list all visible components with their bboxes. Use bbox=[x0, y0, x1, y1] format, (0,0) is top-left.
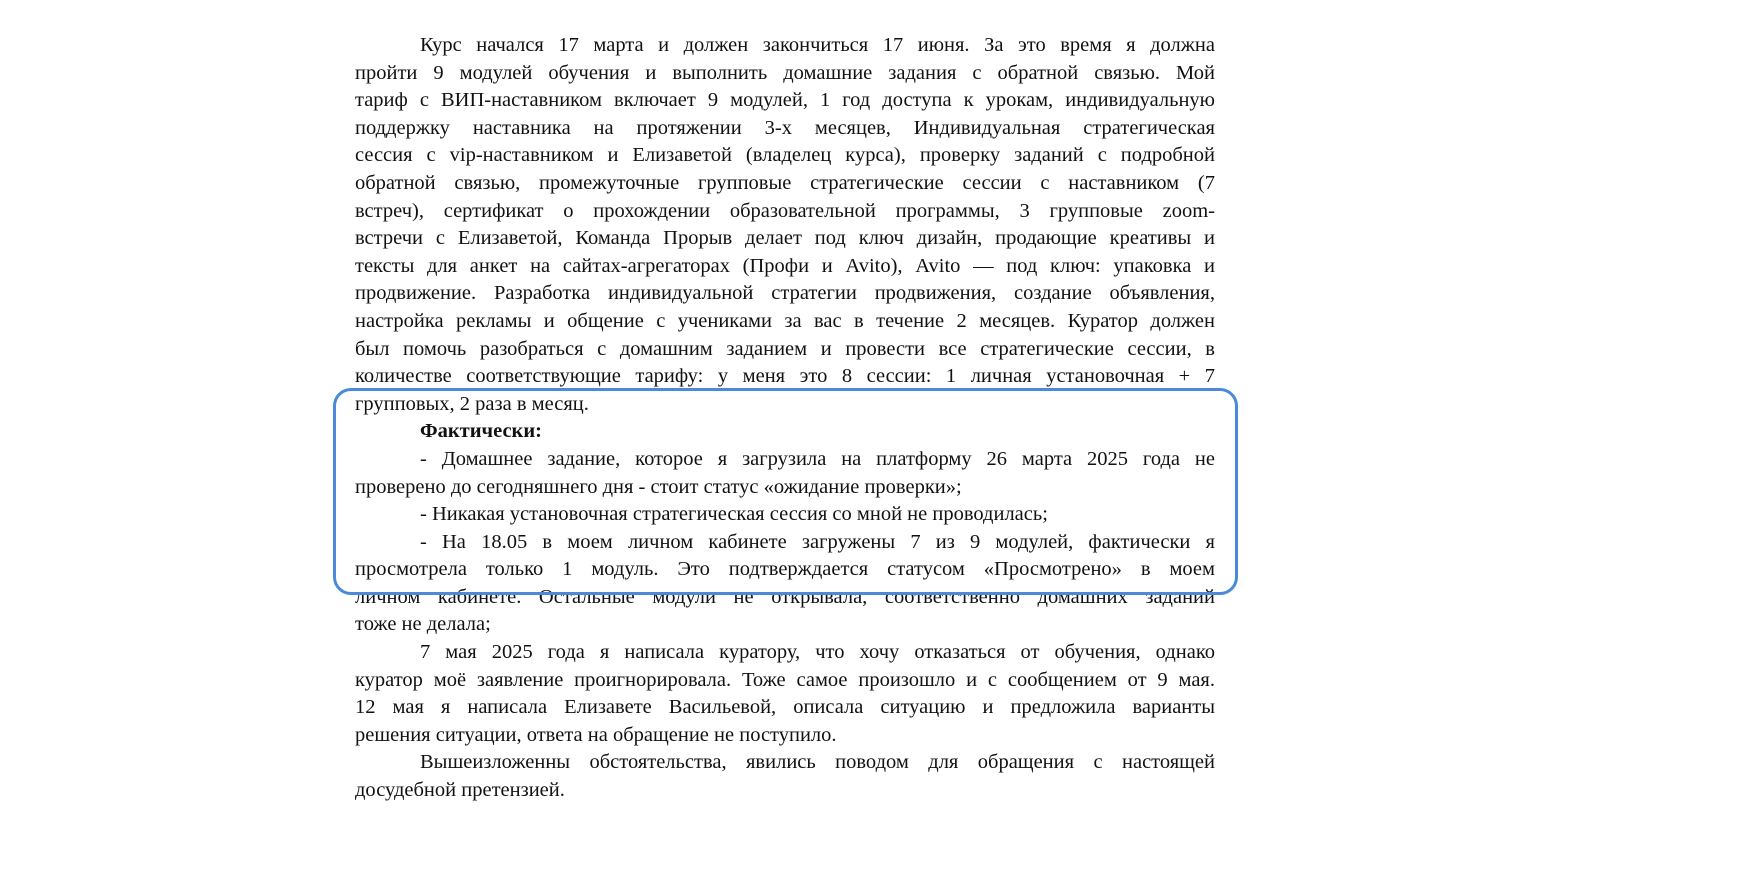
paragraph bbox=[355, 446, 1215, 501]
text-line: 7 мая 2025 года я написала куратору, что хочу отказаться от обучения, однако bbox=[420, 641, 1215, 664]
text-line: досудебной претензией. bbox=[355, 779, 565, 802]
paragraph bbox=[355, 639, 1215, 749]
text-line: тариф с ВИП-наставником включает 9 модулей, 1 год доступа к урокам, индивидуальную bbox=[355, 89, 1215, 112]
text-line: личном кабинете. Остальные модули не открывала, соответственно домашних заданий bbox=[355, 585, 1215, 608]
text-line: поддержку наставника на протяжении 3-х месяцев, Индивидуальная стратегическая bbox=[355, 116, 1215, 139]
text-line: куратор моё заявление проигнорировала. Тоже самое произошло и с сообщением от 9 мая. bbox=[355, 668, 1215, 691]
text-line: был помочь разобраться с домашним заданием и провести все стратегические сессии, в bbox=[355, 337, 1215, 360]
text-line: тексты для анкет на сайтах-агрегаторах (Профи и Avito), Avito — под ключ: упаковка и bbox=[355, 254, 1215, 277]
text-line: настройка рекламы и общение с учениками за вас в течение 2 месяцев. Куратор должен bbox=[355, 309, 1215, 332]
text-line: проверено до сегодняшнего дня - стоит статус «ожидание проверки»; bbox=[355, 475, 962, 498]
paragraph bbox=[355, 32, 1215, 418]
text-line: обратной связью, промежуточные групповые стратегические сессии с наставником (7 bbox=[355, 171, 1215, 194]
paragraph bbox=[355, 749, 1215, 804]
section-heading bbox=[355, 418, 1215, 446]
text-line: просмотрела только 1 модуль. Это подтверждается статусом «Просмотрено» в моем bbox=[355, 558, 1215, 581]
text-line: тоже не делала; bbox=[355, 613, 491, 636]
text-line: Курс начался 17 марта и должен закончиться 17 июня. За это время я должна bbox=[420, 34, 1215, 56]
paragraph bbox=[355, 529, 1215, 639]
text-line: групповых, 2 раза в месяц. bbox=[355, 392, 589, 415]
document-body bbox=[355, 32, 1215, 805]
text-line: решения ситуации, ответа на обращение не поступило. bbox=[355, 723, 837, 746]
text-line: Вышеизложенны обстоятельства, явились поводом для обращения с настоящей bbox=[420, 751, 1215, 774]
text-line: 12 мая я написала Елизавете Васильевой, описала ситуацию и предложила варианты bbox=[355, 696, 1215, 719]
text-line: - Домашнее задание, которое я загрузила на платформу 26 марта 2025 года не bbox=[420, 447, 1215, 470]
text-line: - На 18.05 в моем личном кабинете загружены 7 из 9 модулей, фактически я bbox=[420, 530, 1215, 553]
text-line: продвижение. Разработка индивидуальной стратегии продвижения, создание объявления, bbox=[355, 282, 1215, 305]
paragraph bbox=[355, 501, 1215, 529]
text-line: встречи с Елизаветой, Команда Прорыв делает под ключ дизайн, продающие креативы и bbox=[355, 227, 1215, 250]
text-line: пройти 9 модулей обучения и выполнить домашние задания с обратной связью. Мой bbox=[355, 61, 1215, 84]
text-line: - Никакая установочная стратегическая сессия со мной не проводилась; bbox=[420, 503, 1048, 526]
text-line: встреч), сертификат о прохождении образовательной программы, 3 групповые zoom- bbox=[355, 199, 1215, 222]
text-line: Фактически: bbox=[420, 420, 543, 443]
text-line: количестве соответствующие тарифу: у меня это 8 сессии: 1 личная установочная + 7 bbox=[355, 365, 1215, 388]
text-line: сессия с vip-наставником и Елизаветой (владелец курса), проверку заданий с подробной bbox=[355, 144, 1215, 167]
